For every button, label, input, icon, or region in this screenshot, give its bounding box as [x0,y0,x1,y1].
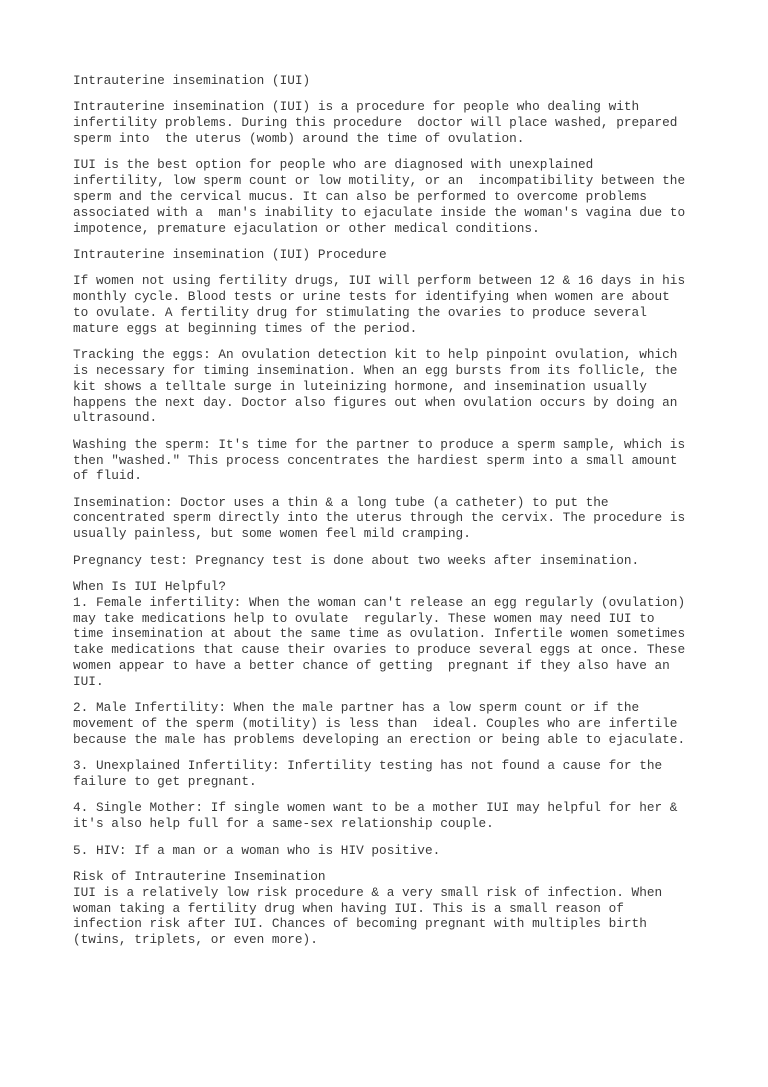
text-line: take medications that cause their ovaries to produce several eggs at once. These [73,642,686,658]
paragraph [73,73,733,89]
text-line: sperm into the uterus (womb) around the time of ovulation. [73,130,525,146]
text-line: 4. Single Mother: If single women want to be a mother IUI may helpful for her & [73,800,678,816]
text-line: usually painless, but some women feel mild cramping. [73,526,471,542]
text-line: movement of the sperm (motility) is less than ideal. Couples who are infertile [73,716,678,732]
text-line: Intrauterine insemination (IUI) is a procedure for people who dealing with [73,99,640,115]
text-line: to ovulate. A fertility drug for stimulating the ovaries to produce several [73,304,647,320]
text-line: Intrauterine insemination (IUI) [73,73,311,88]
text-line: sperm and the cervical mucus. It can also be performed to overcome problems [73,188,647,204]
text-line: happens the next day. Doctor also figures out when ovulation occurs by doing an [73,394,678,410]
paragraph [73,553,733,569]
text-line: woman taking a fertility drug when having IUI. This is a small reason of [73,900,624,916]
text-line: Risk of Intrauterine Insemination [73,868,326,884]
text-line: concentrated sperm directly into the uterus through the cervix. The procedure is [73,510,686,526]
text-line: is necessary for timing insemination. When an egg bursts from its follicle, the [73,362,678,378]
paragraph [73,579,733,690]
text-line: Washing the sperm: It's time for the partner to produce a sperm sample, which is [73,436,686,452]
paragraph [73,99,733,146]
paragraph [73,247,733,263]
text-line: Intrauterine insemination (IUI) Procedure [73,246,387,262]
text-line: it's also help full for a same-sex relationship couple. [73,816,494,832]
paragraph [73,347,733,426]
text-line: Tracking the eggs: An ovulation detection kit to help pinpoint ovulation, which [73,347,678,363]
text-line: infertility problems. During this procedure doctor will place washed, prepared [73,115,678,131]
text-line: time insemination at about the same time as ovulation. Infertile women sometimes [73,626,686,642]
text-line: monthly cycle. Blood tests or urine tests for identifying when women are about [73,289,670,305]
text-line: 1. Female infertility: When the woman can't release an egg regularly (ovulation) [73,594,686,610]
paragraph [73,843,733,859]
paragraph [73,437,733,484]
paragraph [73,700,733,747]
paragraph [73,800,733,832]
text-line: When Is IUI Helpful? [73,579,227,595]
text-line: (twins, triplets, or even more). [73,932,318,948]
text-line: ultrasound. [73,410,158,426]
paragraph [73,869,733,948]
text-line: 2. Male Infertility: When the male partner has a low sperm count or if the [73,700,640,716]
text-line: because the male has problems developing an erection or being able to ejaculate. [73,731,686,747]
text-line: IUI. [73,673,104,689]
text-line: women appear to have a better chance of getting pregnant if they also have an [73,658,670,674]
paragraph [73,758,733,790]
paragraph [73,273,733,336]
text-line: of fluid. [73,468,142,484]
text-line: Pregnancy test: Pregnancy test is done about two weeks after insemination. [73,552,640,568]
text-line: IUI is the best option for people who are diagnosed with unexplained [73,157,594,173]
text-line: 3. Unexplained Infertility: Infertility testing has not found a cause for the [73,758,663,774]
text-line: impotence, premature ejaculation or other medical conditions. [73,220,540,236]
text-line: If women not using fertility drugs, IUI will perform between 12 & 16 days in his [73,273,686,289]
text-line: then "washed." This process concentrates the hardiest sperm into a small amount [73,452,678,468]
text-line: infertility, low sperm count or low motility, or an incompatibility between the [73,173,686,189]
text-line: associated with a man's inability to ejaculate inside the woman's vagina due to [73,204,686,220]
text-line: 5. HIV: If a man or a woman who is HIV positive. [73,842,441,858]
text-line: Insemination: Doctor uses a thin & a long tube (a catheter) to put the [73,494,609,510]
text-line: infection risk after IUI. Chances of becoming pregnant with multiples birth [73,916,647,932]
paragraph [73,157,733,236]
document-page [73,73,733,959]
text-line: IUI is a relatively low risk procedure & a very small risk of infection. When [73,884,663,900]
paragraph [73,495,733,542]
text-line: kit shows a telltale surge in luteinizing hormone, and insemination usually [73,378,647,394]
text-line: mature eggs at beginning times of the period. [73,320,418,336]
text-line: may take medications help to ovulate regularly. These women may need IUI to [73,610,655,626]
text-line: failure to get pregnant. [73,774,257,790]
